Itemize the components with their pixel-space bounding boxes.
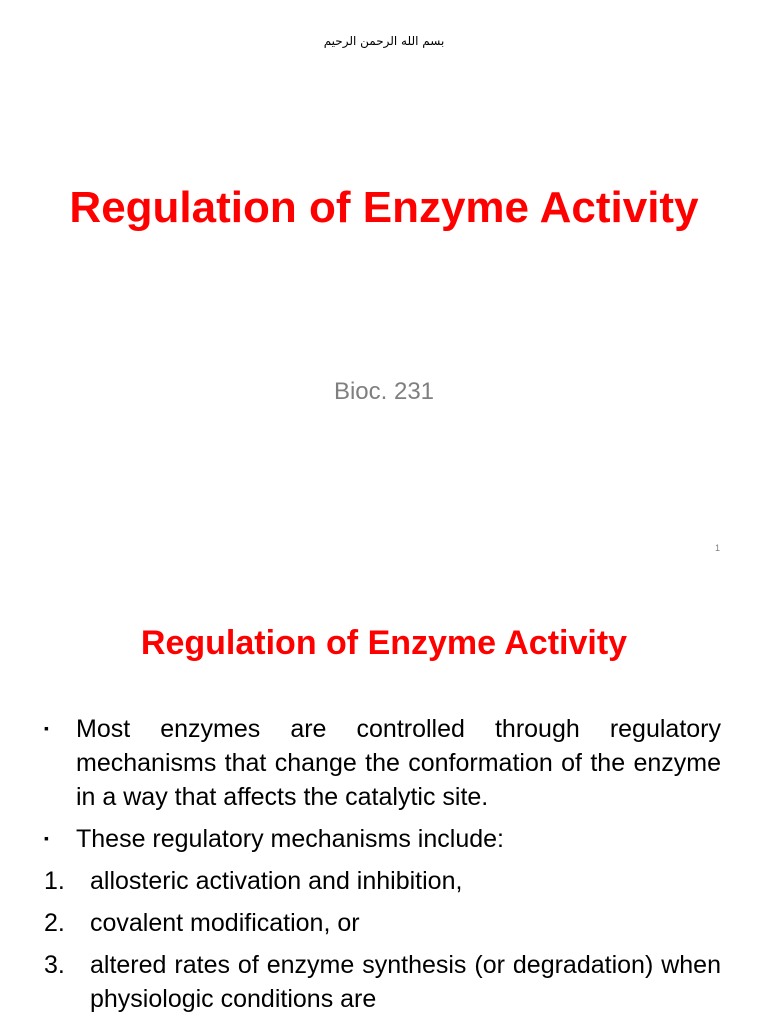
numbered-text: allosteric activation and inhibition,: [90, 867, 463, 895]
bullet-item: [44, 712, 721, 814]
numbered-item: [44, 864, 721, 898]
square-bullet-icon: ▪: [44, 720, 49, 736]
bullet-item: [44, 822, 721, 856]
slide-2: [0, 576, 768, 1024]
bismillah-header: بسم الله الرحمن الرحيم: [323, 34, 445, 48]
numbered-item: [44, 948, 721, 1016]
course-code-subtitle: Bioc. 231: [333, 378, 435, 405]
bullet-text: These regulatory mechanisms include:: [76, 825, 504, 853]
numbered-text: covalent modification, or: [90, 909, 360, 937]
slide-2-content: [44, 712, 721, 1024]
slide-2-title: Regulation of Enzyme Activity: [140, 624, 628, 662]
square-bullet-icon: ▪: [44, 830, 49, 846]
bullet-text: Most enzymes are controlled through regulatory mechanisms that change the conformation of the enzyme in a way that affects the catalytic site.: [76, 715, 721, 811]
numbered-text: altered rates of enzyme synthesis (or degradation) when physiologic conditions are: [90, 951, 721, 1013]
list-number: 2.: [44, 909, 65, 937]
numbered-item: [44, 906, 721, 940]
list-number: 3.: [44, 951, 65, 979]
slide-1-title: Regulation of Enzyme Activity: [69, 183, 699, 232]
list-number: 1.: [44, 867, 65, 895]
slide-number: 1: [714, 543, 720, 553]
